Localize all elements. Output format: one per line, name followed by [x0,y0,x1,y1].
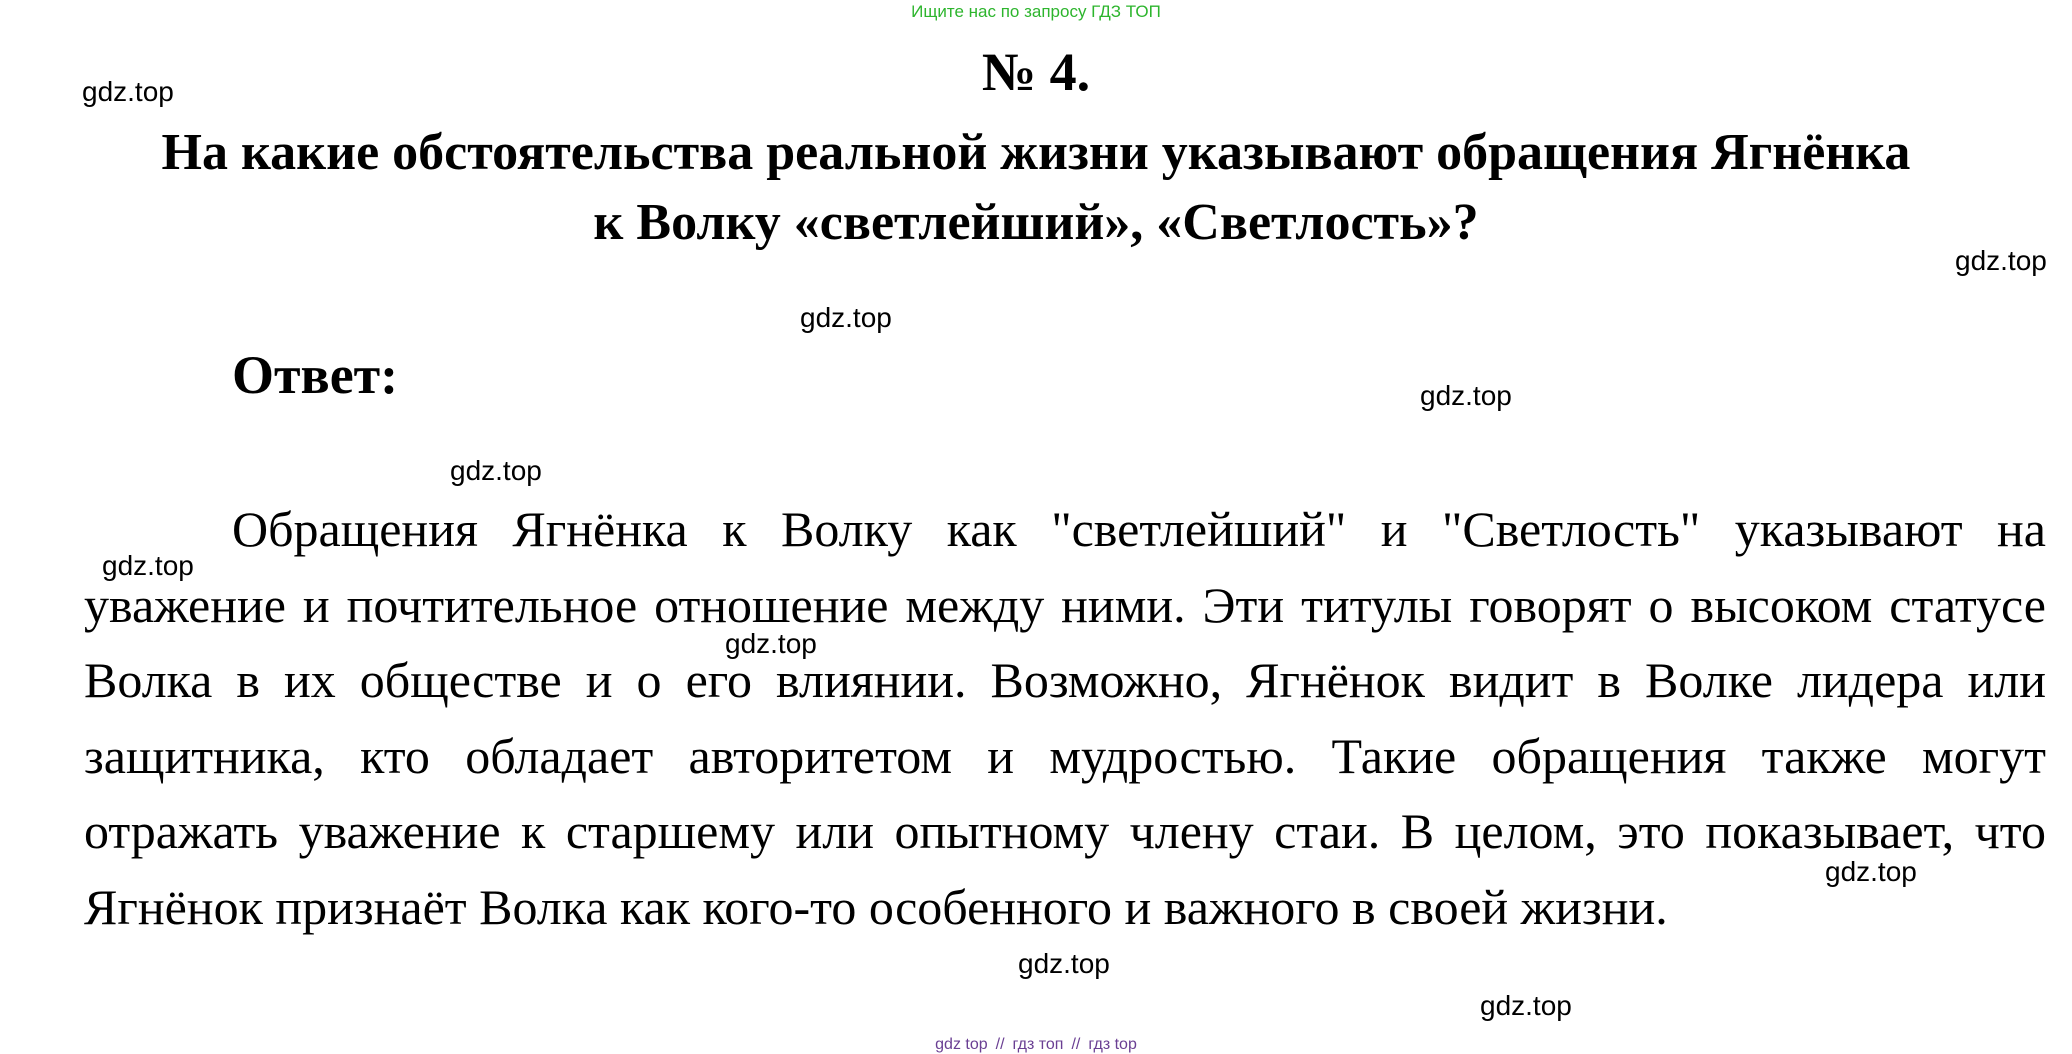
watermark: gdz.top [1420,380,1512,411]
watermark: gdz.top [1955,245,2047,276]
watermark: gdz.top [82,76,174,107]
footer-separator: // [995,1036,1005,1053]
task-number: № 4. [981,42,1091,102]
watermark: gdz.top [450,455,542,486]
answer-text: Обращения Ягнёнка к Волку как "светлейший" и "Светлость" указывают на уважение и почтительное отношение между ними. Эти титулы говорят о высоком статусе Волка в их обществе и о его влиянии. Возможно, Ягнёнок видит в Волке лидера или защитника, кто обладает авторитетом и мудростью. Такие обращения также могут отражать уважение к старшему или опытному члену стаи. В целом, это показывает, что Ягнёнок признаёт Волка как кого-то особенного и важного в своей жизни. [84,501,2046,935]
watermark: gdz.top [1825,856,1917,887]
footer-item: гдз top [1088,1036,1137,1053]
watermark: gdz.top [1018,948,1110,979]
answer-label: Ответ: [232,345,399,405]
watermark: gdz.top [800,302,892,333]
watermark: gdz.top [102,550,194,581]
top-banner: Ищите нас по запросу ГДЗ ТОП [911,2,1161,21]
watermark: gdz.top [725,628,817,659]
footer [0,1036,2072,1054]
task-question: На какие обстоятельства реальной жизни указывают обращения Ягнёнка к Волку «светлейший», «Светлость»? [161,124,1911,251]
watermark: gdz.top [1480,990,1572,1021]
footer-separator: // [1071,1036,1081,1053]
footer-item: gdz top [935,1036,988,1053]
footer-item: гдз топ [1012,1036,1064,1053]
